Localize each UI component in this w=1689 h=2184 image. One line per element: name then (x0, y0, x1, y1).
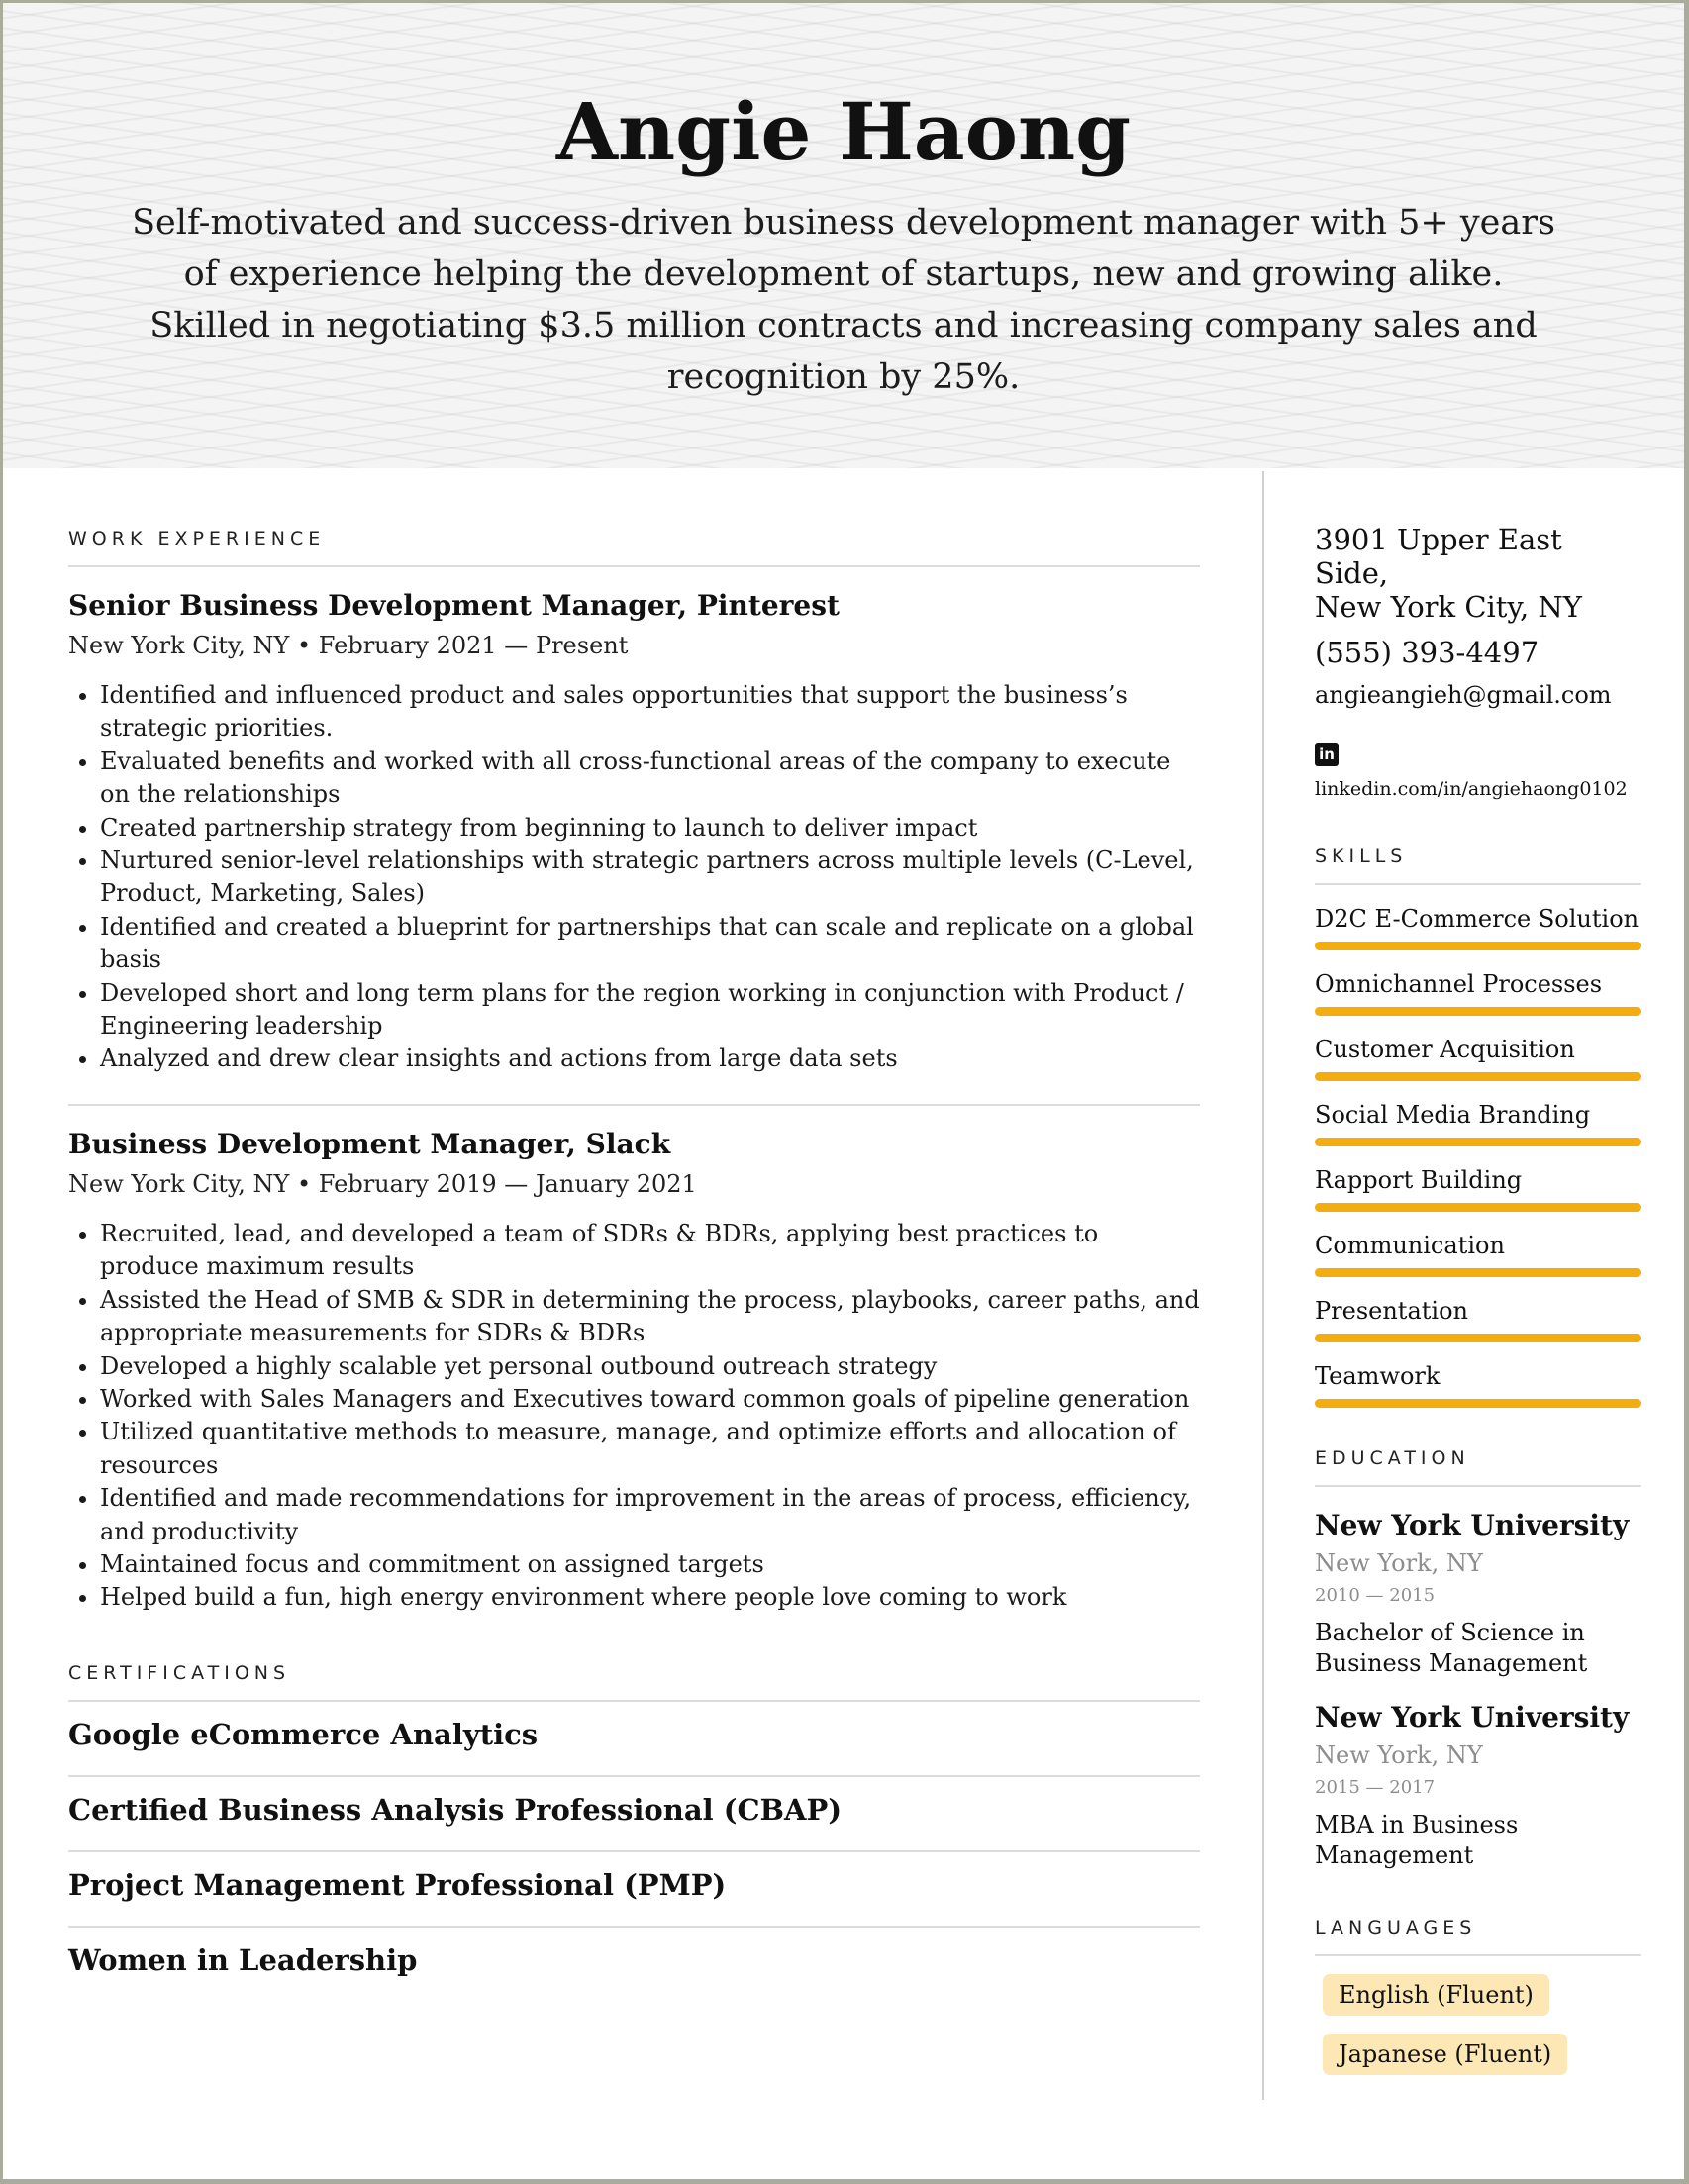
address-line-1: 3901 Upper East Side, (1315, 523, 1562, 590)
main-column (68, 528, 1200, 2001)
school-name: New York University (1315, 1701, 1630, 1734)
certification-item: Certified Business Analysis Professional (CBAP) (68, 1777, 1200, 1852)
linkedin-icon[interactable]: in (1315, 743, 1339, 766)
job-meta: New York City, NY • February 2019 — January 2021 (68, 1169, 697, 1198)
skill-level-bar (1315, 1138, 1641, 1146)
profile-summary: Self-motivated and success-driven business development manager with 5+ years of experience helping the development of startups, new and growing alike. Skilled in negotiating $3.5 million contracts and increasing company sales and recognition by 25%. (132, 203, 1555, 397)
school-dates: 2015 — 2017 (1315, 1777, 1436, 1798)
certification-item: Women in Leadership (68, 1942, 418, 1977)
skill-item (1315, 970, 1641, 1016)
skills-heading: SKILLS (1315, 845, 1641, 885)
skill-level-bar (1315, 942, 1641, 950)
job-entry (68, 589, 1200, 1076)
education-entry (1315, 1701, 1641, 1871)
job-bullet: • Developed short and long term plans for the region working in conjunction with Product / Engineering leadership (100, 977, 1200, 1043)
sidebar (1315, 523, 1641, 2075)
certifications-list (68, 1702, 1200, 2001)
skill-level-bar (1315, 1399, 1641, 1408)
job-bullet: • Evaluated benefits and worked with all cross-functional areas of the company to execute on the relationships (100, 745, 1200, 812)
skill-name: D2C E-Commerce Solution (1315, 905, 1639, 933)
skill-name: Teamwork (1315, 1362, 1441, 1390)
skill-name: Omnichannel Processes (1315, 970, 1603, 998)
skill-item (1315, 1101, 1641, 1146)
job-bullet: • Recruited, lead, and developed a team of SDRs & BDRs, applying best practices to produce maximum results (100, 1218, 1200, 1284)
job-bullet: • Developed a highly scalable yet personal outbound outreach strategy (100, 1350, 1200, 1383)
school-location: New York, NY (1315, 1741, 1483, 1769)
languages-heading: LANGUAGES (1315, 1917, 1641, 1956)
skill-name: Social Media Branding (1315, 1101, 1591, 1129)
skill-name: Customer Acquisition (1315, 1036, 1575, 1063)
linkedin-url[interactable]: linkedin.com/in/angiehaong0102 (1315, 778, 1628, 800)
job-bullets (68, 679, 1200, 1076)
job-bullet: • Created partnership strategy from beginning to launch to deliver impact (100, 812, 1200, 844)
contact-block (1315, 523, 1641, 800)
resume-page (3, 3, 1684, 2179)
certifications-heading: CERTIFICATIONS (68, 1662, 1200, 1702)
job-bullet: • Utilized quantitative methods to measure, manage, and optimize efforts and allocation of resources (100, 1416, 1200, 1482)
skill-level-bar (1315, 1203, 1641, 1212)
skill-item (1315, 1036, 1641, 1081)
skill-item (1315, 1297, 1641, 1342)
skill-name: Communication (1315, 1232, 1505, 1259)
skill-item (1315, 1232, 1641, 1277)
column-divider (1262, 471, 1264, 2100)
skill-item (1315, 905, 1641, 950)
school-dates: 2010 — 2015 (1315, 1585, 1436, 1606)
divider (68, 1104, 1200, 1106)
skill-level-bar (1315, 1268, 1641, 1277)
email-address[interactable]: angieangieh@gmail.com (1315, 681, 1612, 709)
skill-name: Rapport Building (1315, 1166, 1523, 1194)
languages-list (1315, 1956, 1641, 2075)
header-banner (3, 3, 1684, 468)
certification-item: Project Management Professional (PMP) (68, 1852, 1200, 1928)
job-bullet: • Nurtured senior-level relationships with strategic partners across multiple levels (C-Level, Product, Marketing, Sales) (100, 844, 1200, 911)
job-bullet: • Identified and influenced product and sales opportunities that support the business’s strategic priorities. (100, 679, 1200, 745)
job-bullet: • Analyzed and drew clear insights and actions from large data sets (100, 1042, 1200, 1075)
job-bullet: • Worked with Sales Managers and Executives toward common goals of pipeline generation (100, 1383, 1200, 1416)
skill-level-bar (1315, 1007, 1641, 1016)
job-bullet: • Identified and made recommendations for improvement in the areas of process, efficiency, and productivity (100, 1482, 1200, 1548)
education-heading: EDUCATION (1315, 1447, 1641, 1487)
job-entry (68, 1128, 1200, 1615)
phone-number: (555) 393-4497 (1315, 636, 1540, 669)
certification-item: Google eCommerce Analytics (68, 1702, 1200, 1777)
job-bullet: • Assisted the Head of SMB & SDR in determining the process, playbooks, career paths, and appropriate measurements for SDRs & BDRs (100, 1284, 1200, 1350)
job-bullet: • Helped build a fun, high energy environment where people love coming to work (100, 1581, 1200, 1614)
education-entry (1315, 1509, 1641, 1679)
school-name: New York University (1315, 1509, 1630, 1541)
degree: MBA in Business Management (1315, 1811, 1519, 1869)
job-title: Senior Business Development Manager, Pinterest (68, 589, 840, 622)
degree: Bachelor of Science in Business Management (1315, 1619, 1588, 1677)
address-line-2: New York City, NY (1315, 590, 1582, 624)
job-bullets (68, 1218, 1200, 1615)
job-bullet: • Identified and created a blueprint for partnerships that can scale and replicate on a global basis (100, 911, 1200, 977)
work-experience-heading: WORK EXPERIENCE (68, 528, 1200, 567)
language-badge: Japanese (Fluent) (1323, 2034, 1567, 2075)
job-meta: New York City, NY • February 2021 — Present (68, 632, 629, 659)
school-location: New York, NY (1315, 1549, 1483, 1577)
job-title: Business Development Manager, Slack (68, 1127, 671, 1160)
skill-item (1315, 1362, 1641, 1408)
skill-name: Presentation (1315, 1297, 1468, 1325)
candidate-name: Angie Haong (555, 85, 1132, 178)
skill-level-bar (1315, 1334, 1641, 1342)
skill-level-bar (1315, 1072, 1641, 1081)
job-bullet: • Maintained focus and commitment on assigned targets (100, 1548, 1200, 1581)
skill-item (1315, 1166, 1641, 1212)
language-badge: English (Fluent) (1323, 1974, 1549, 2016)
skills-list (1315, 905, 1641, 1408)
